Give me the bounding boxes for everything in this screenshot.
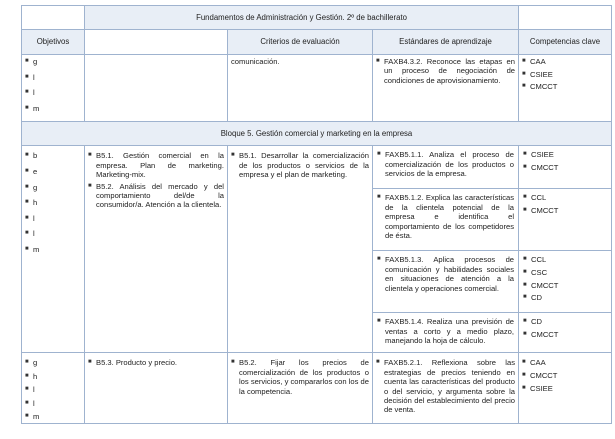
competencias-cell: [519, 353, 612, 424]
bullet-square-icon: ■: [25, 230, 29, 237]
bullet-square-icon: ■: [522, 58, 526, 64]
list-item: ■ l: [25, 72, 35, 82]
list-item: ■ b: [25, 151, 38, 161]
list-item: ■ B5.2. Análisis del mercado y del comportamiento del/de la consumidor/a. Atención a la clientela.: [88, 181, 224, 210]
list-item: ■ m: [25, 412, 40, 421]
bullet-square-icon: ■: [522, 70, 526, 77]
bullet-square-icon: ■: [523, 256, 527, 263]
bullet-square-icon: ■: [523, 194, 527, 201]
bullet-square-icon: ■: [25, 73, 29, 80]
bullet-square-icon: ■: [376, 58, 380, 64]
competencias-cell: [519, 189, 612, 251]
bullet-square-icon: ■: [377, 318, 381, 325]
competencias-cell: [519, 251, 612, 313]
bullet-square-icon: ■: [523, 330, 527, 337]
bullet-square-icon: ■: [25, 167, 29, 174]
competencias-cell: [519, 146, 612, 189]
bullet-square-icon: ■: [25, 372, 29, 379]
bullet-square-icon: ■: [25, 199, 29, 206]
list-item: ■ FAXB5.1.3. Aplica procesos de comunicación y habilidades sociales en situaciones de atención a la clientela y operaciones comercial.: [377, 255, 515, 293]
bullet-square-icon: ■: [25, 183, 29, 190]
table-title: Fundamentos de Administración y Gestión. 2º de bachillerato: [85, 6, 519, 30]
table-row: [22, 353, 612, 424]
list-item: ■ h: [25, 371, 38, 381]
bullet-square-icon: ■: [523, 281, 527, 288]
bullet-square-icon: ■: [523, 318, 527, 325]
list-item: ■ B5.3. Producto y precio.: [88, 358, 178, 368]
bullet-square-icon: ■: [25, 214, 29, 221]
header-competencias: Competencias clave: [519, 30, 612, 55]
list-item: ■ CSC: [523, 267, 548, 277]
list-item: ■ CSIEE: [523, 150, 554, 160]
list-item: ■ m: [25, 244, 40, 254]
header-contenidos-empty: [85, 30, 228, 55]
bullet-square-icon: ■: [377, 151, 381, 158]
bullet-square-icon: ■: [376, 359, 380, 366]
list-item: ■ FAXB5.1.1. Analiza el proceso de comercialización de los productos o servicios de la empresa.: [377, 150, 515, 179]
bullet-square-icon: ■: [88, 359, 92, 366]
criterio-cell: [228, 353, 373, 424]
bullet-square-icon: ■: [25, 104, 29, 111]
criterio-cell: [228, 146, 373, 353]
competencias-cell: [519, 313, 612, 353]
estandar-cell: [373, 189, 519, 251]
list-item: ■ CMCCT: [523, 280, 559, 290]
bullet-square-icon: ■: [523, 206, 527, 213]
table-row: [22, 146, 612, 189]
list-item: ■ e: [25, 166, 38, 176]
bullet-square-icon: ■: [25, 386, 29, 393]
bullet-square-icon: ■: [231, 152, 235, 159]
bullet-square-icon: ■: [25, 399, 29, 406]
list-item: ■ l: [25, 398, 35, 408]
list-item: ■ CMCCT: [522, 370, 558, 380]
list-item: ■ l: [25, 385, 35, 395]
list-item: ■ FAXB5.2.1. Reflexiona sobre las estrategias de precios teniendo en cuenta las características del producto o del servicio, y argumenta sobre la decisión del establecimiento del precio de venta.: [376, 358, 516, 415]
bullet-square-icon: ■: [523, 268, 527, 275]
header-criterios: Criterios de evaluación: [228, 30, 373, 55]
list-item: ■ B5.1. Desarrollar la comercialización de los productos o servicios de la empresa y el plan de marketing.: [231, 151, 369, 180]
objetivos-cell: [22, 353, 85, 424]
bullet-square-icon: ■: [231, 359, 235, 366]
bullet-square-icon: ■: [25, 58, 29, 64]
estandar-cell: [373, 251, 519, 313]
bullet-square-icon: ■: [522, 371, 526, 378]
bullet-square-icon: ■: [523, 163, 527, 170]
bullet-square-icon: ■: [88, 152, 92, 159]
list-item: ■ g: [25, 57, 38, 66]
objetivos-cell: [22, 55, 85, 122]
estandar-cell: [373, 146, 519, 189]
list-item: ■ l: [25, 88, 35, 98]
contenidos-cell: [85, 55, 228, 122]
empty-corner-cell: [519, 6, 612, 30]
bloque-title: Bloque 5. Gestión comercial y marketing en la empresa: [22, 122, 612, 146]
list-item: ■ CMCCT: [523, 205, 559, 215]
list-item: ■ g: [25, 182, 38, 192]
list-item: ■ CSIEE: [522, 69, 553, 79]
bullet-square-icon: ■: [88, 182, 92, 189]
bullet-square-icon: ■: [25, 245, 29, 252]
bullet-square-icon: ■: [377, 256, 381, 263]
competencias-cell: [519, 55, 612, 122]
bullet-square-icon: ■: [377, 194, 381, 201]
list-item: ■ CMCCT: [523, 329, 559, 339]
list-item: ■ m: [25, 103, 40, 113]
list-item: ■ CCL: [523, 193, 547, 203]
bullet-square-icon: ■: [522, 359, 526, 366]
list-item: ■ CD: [523, 293, 542, 303]
contenidos-cell: [85, 146, 228, 353]
header-estandares: Estándares de aprendizaje: [373, 30, 519, 55]
empty-corner-cell: [22, 6, 85, 30]
list-item: ■ B5.2. Fijar los precios de comercialización de los productos o los servicios, y compararlos con los de la competencia.: [231, 358, 369, 396]
contenidos-cell: [85, 353, 228, 424]
bullet-square-icon: ■: [522, 83, 526, 90]
list-item: ■ CCL: [523, 255, 547, 265]
table-row: [22, 55, 612, 122]
list-item: ■ FAXB5.1.2. Explica las características de la clientela potencial de la empresa e identifica el comportamiento de los competidores de ésta.: [377, 193, 515, 240]
bullet-square-icon: ■: [25, 359, 29, 366]
list-item: ■ CAA: [522, 57, 546, 66]
list-item: ■ CSIEE: [522, 383, 553, 393]
list-item: ■ CMCCT: [523, 162, 559, 172]
list-item: ■ l: [25, 213, 35, 223]
bullet-square-icon: ■: [25, 152, 29, 159]
curriculum-table: [21, 5, 612, 424]
list-item: ■ g: [25, 358, 38, 368]
list-item: ■ h: [25, 198, 38, 208]
criterio-cell: comunicación.: [228, 55, 373, 122]
list-item: ■ CMCCT: [522, 82, 558, 92]
bullet-square-icon: ■: [25, 89, 29, 96]
estandar-cell: [373, 313, 519, 353]
bullet-square-icon: ■: [523, 151, 527, 158]
estandar-cell: [373, 353, 519, 424]
bullet-square-icon: ■: [522, 384, 526, 391]
bullet-square-icon: ■: [523, 294, 527, 301]
header-objetivos: Objetivos: [22, 30, 85, 55]
list-item: ■ B5.1. Gestión comercial en la empresa. Plan de marketing. Marketing-mix.: [88, 151, 224, 180]
list-item: ■ CAA: [522, 358, 546, 368]
bullet-square-icon: ■: [25, 413, 29, 419]
estandar-cell: [373, 55, 519, 122]
list-item: ■ CD: [523, 317, 542, 327]
list-item: ■ l: [25, 229, 35, 239]
list-item: ■ FAXB5.1.4. Realiza una previsión de ventas a corto y a medio plazo, manejando la hoja de cálculo.: [377, 317, 515, 346]
list-item: ■ FAXB4.3.2. Reconoce las etapas en un proceso de negociación de condiciones de aprovisionamiento.: [376, 57, 516, 85]
objetivos-cell: [22, 146, 85, 353]
